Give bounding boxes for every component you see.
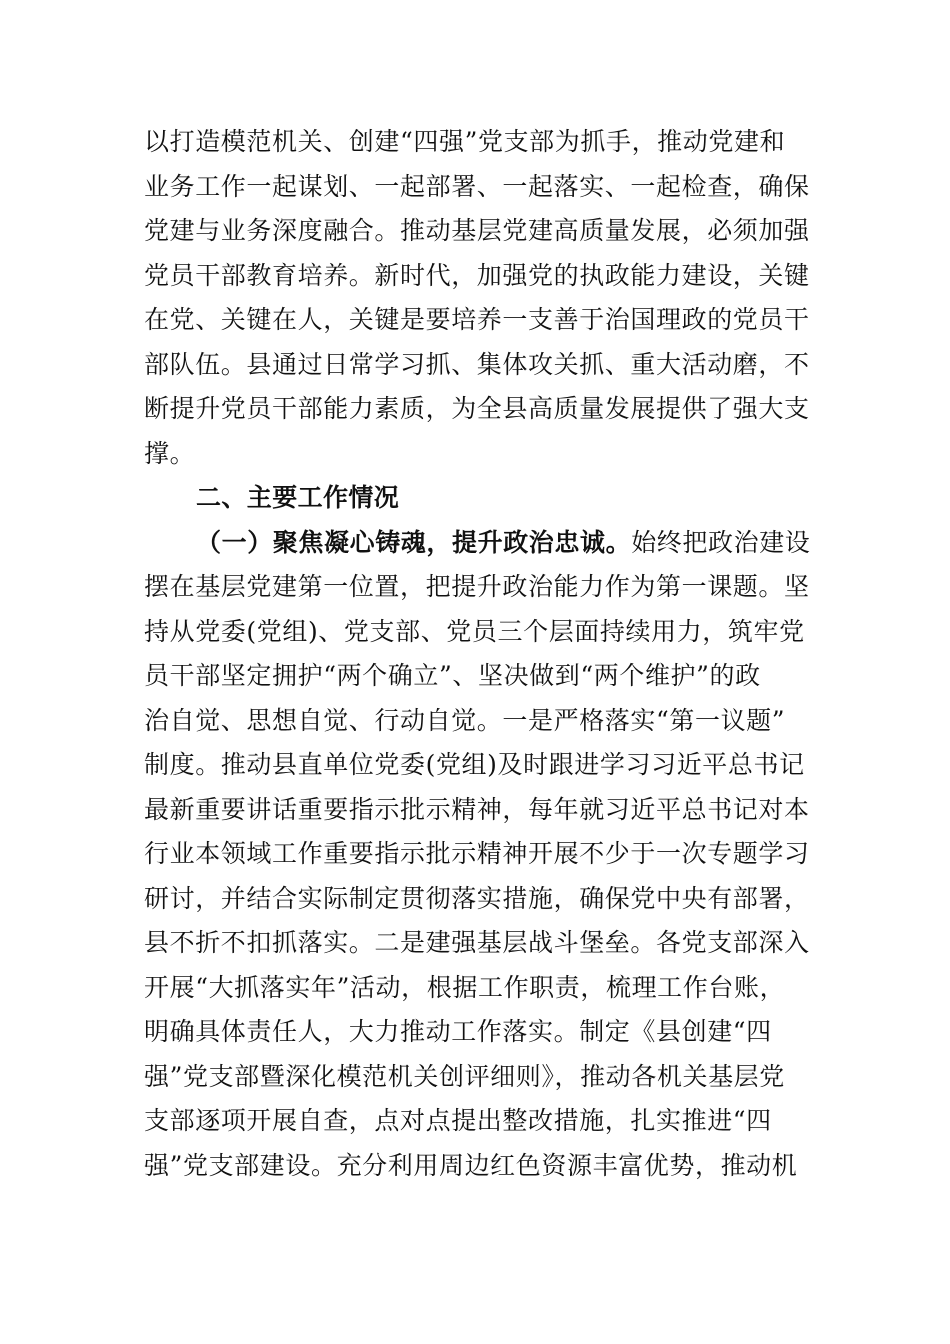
document-body: [144, 120, 814, 1188]
paragraph-line: 治自觉、思想自觉、行动自觉。一是严格落实“第一议题”: [144, 705, 786, 735]
paragraph-line: 在党、关键在人，关键是要培养一支善于治国理政的党员干: [144, 305, 810, 334]
paragraph-line: 行业本领域工作重要指示批示精神开展不少于一次专题学习: [144, 839, 810, 868]
section-heading: 二、主要工作情况: [196, 483, 400, 512]
paragraph-line: 撑。: [144, 438, 196, 468]
paragraph-line: 支部逐项开展自查，点对点提出整改措施，扎实推进“四: [144, 1106, 772, 1135]
paragraph-line: 制度。推动县直单位党委(党组)及时跟进学习习近平总书记: [144, 750, 805, 779]
paragraph-line: 强”党支部暨深化模范机关创评细则》，推动各机关基层党: [144, 1061, 785, 1091]
subsection-first-line-text: 始终把政治建设: [631, 527, 811, 557]
paragraph-line: 强”党支部建设。充分利用周边红色资源丰富优势，推动机: [144, 1150, 798, 1180]
subsection-title: （一）聚焦凝心铸魂，提升政治忠诚。: [196, 527, 632, 557]
paragraph-line: 明确具体责任人，大力推动工作落实。制定《县创建“四: [144, 1017, 772, 1046]
paragraph-line: 员干部坚定拥护“两个确立”、坚决做到“两个维护”的政: [144, 661, 761, 690]
paragraph-line: 县不折不扣抓落实。二是建强基层战斗堡垒。各党支部深入: [144, 928, 810, 957]
paragraph-line: 摆在基层党建第一位置，把提升政治能力作为第一课题。坚: [144, 572, 810, 601]
paragraph-line: 以打造模范机关、创建“四强”党支部为抓手，推动党建和: [144, 127, 786, 156]
paragraph-line: 断提升党员干部能力素质，为全县高质量发展提供了强大支: [144, 394, 810, 423]
paragraph-line: 开展“大抓落实年”活动，根据工作职责，梳理工作台账，: [144, 972, 786, 1002]
paragraph-line: 最新重要讲话重要指示批示精神，每年就习近平总书记对本: [144, 794, 810, 824]
subsection-first-line: [144, 521, 814, 566]
paragraph-line: 党建与业务深度融合。推动基层党建高质量发展，必须加强: [144, 216, 810, 245]
paragraph-line: 业务工作一起谋划、一起部署、一起落实、一起检查，确保: [144, 171, 810, 201]
paragraph-line: 持从党委(党组)、党支部、党员三个层面持续用力，筑牢党: [144, 616, 805, 646]
paragraph-line: 党员干部教育培养。新时代，加强党的执政能力建设，关键: [144, 260, 810, 290]
paragraph-line: 研讨，并结合实际制定贯彻落实措施，确保党中央有部署，: [144, 883, 810, 913]
paragraph-line: 部队伍。县通过日常学习抓、集体攻关抓、重大活动磨，不: [144, 349, 810, 379]
